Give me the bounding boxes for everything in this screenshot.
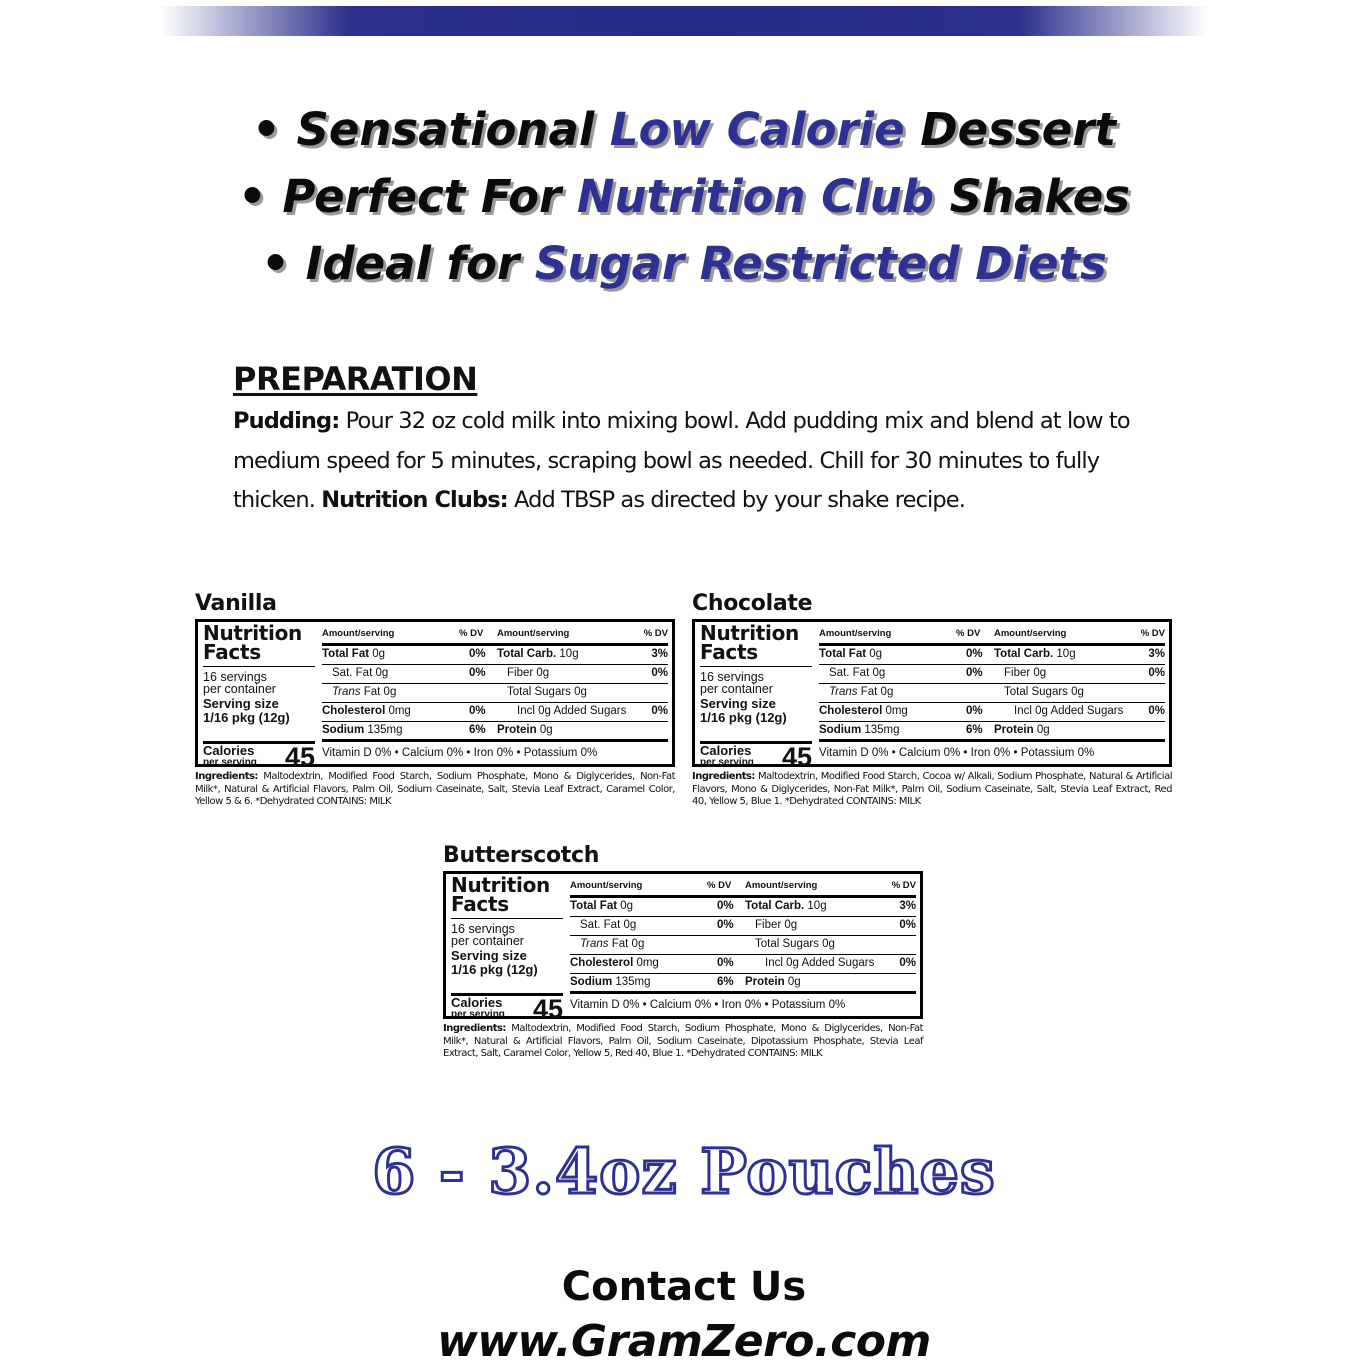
ingredients-list: Ingredients: Maltodextrin, Modified Food Starch, Sodium Phosphate, Mono & Diglycerides, Non-Fat Milk*, Natural & Artificial Flavors, Palm Oil, Sodium Caseinate, Salt, Stevia Leaf Extract, Caramel Color, Yellow 5 & 6. *Dehydrated CONTAINS: MILK	[195, 771, 675, 807]
table-row: Cholesterol 0mg 0% Incl 0g Added Sugars 0%	[570, 955, 916, 974]
ingredients-list: Ingredients: Maltodextrin, Modified Food Starch, Cocoa w/ Alkali, Sodium Phosphate, Natural & Artificial Flavors, Mono & Diglycerides, Non-Fat Milk*, Palm Oil, Sodium Caseinate, Salt, Stevia Leaf Extract, Red 40, Yellow 5, Blue 1. *Dehydrated CONTAINS: MILK	[692, 771, 1172, 807]
nf-nutrient-table	[322, 625, 668, 740]
vitamins-minerals-row: Vitamin D 0% • Calcium 0% • Iron 0% • Potassium 0%	[819, 739, 1165, 766]
table-row: Total Fat 0g 0% Total Carb. 10g 3%	[322, 646, 668, 665]
calories-value: 45	[284, 742, 315, 772]
table-row: Trans Fat 0g Total Sugars 0g	[322, 684, 668, 703]
nf-heading: Nutrition Facts	[451, 873, 550, 916]
nf-nutrient-table	[570, 877, 916, 992]
table-row: Sodium 135mg 6% Protein 0g	[322, 724, 553, 736]
bullet-line-2: • Perfect For Nutrition Club Shakes	[237, 170, 1131, 223]
table-row: Cholesterol 0mg 0% Incl 0g Added Sugars 0%	[819, 703, 1165, 722]
calories-block: Calories per serving 45	[451, 994, 563, 1024]
nf-nutrient-table	[819, 625, 1165, 740]
table-row: Sat. Fat 0g 0% Fiber 0g 0%	[570, 917, 916, 936]
table-row: Total Fat 0g 0% Total Carb. 10g 3%	[570, 898, 916, 917]
highlight-text: Nutrition Club	[576, 170, 934, 223]
serving-size: Serving size 1/16 pkg (12g)	[203, 696, 290, 725]
flavor-title: Vanilla	[195, 591, 277, 616]
ingredients-list: Ingredients: Maltodextrin, Modified Food Starch, Sodium Phosphate, Mono & Diglycerides, Non-Fat Milk*, Natural & Artificial Flavors, Palm Oil, Sodium Caseinate, Dipotassium Phosphate, Stevia Leaf Extract, Salt, Caramel Color, Yellow 5, Red 40, Blue 1. *Dehydrated CONTAINS: MILK	[443, 1023, 923, 1059]
table-row: Trans Fat 0g Total Sugars 0g	[819, 684, 1165, 703]
calories-block: Calories per serving 45	[203, 742, 315, 772]
nf-summary	[700, 621, 812, 772]
butterscotch-panel	[443, 843, 923, 1061]
bullet-line-1: • Sensational Low Calorie Dessert	[252, 103, 1116, 156]
table-header: Amount/serving % DV Amount/serving % DV	[819, 625, 1165, 646]
vanilla-panel	[195, 591, 675, 809]
calories-value: 45	[781, 742, 812, 772]
preparation-instructions: Pudding: Pour 32 oz cold milk into mixing bowl. Add pudding mix and blend at low to medium speed for 5 minutes, scraping bowl as needed. Chill for 30 minutes to fully thicken. Nutrition Clubs: Add TBSP as directed by your shake recipe.	[233, 408, 1130, 513]
vitamins-minerals-row: Vitamin D 0% • Calcium 0% • Iron 0% • Potassium 0%	[322, 739, 668, 766]
serving-size: Serving size 1/16 pkg (12g)	[700, 696, 787, 725]
vitamins-minerals-row: Vitamin D 0% • Calcium 0% • Iron 0% • Potassium 0%	[570, 991, 916, 1018]
nutrition-facts-label	[443, 871, 923, 1024]
nf-summary	[203, 621, 315, 772]
preparation-section	[233, 360, 1153, 521]
nutrition-facts-label	[692, 619, 1172, 772]
highlight-text: Sugar Restricted Diets	[534, 237, 1107, 290]
table-row: Cholesterol 0mg 0% Incl 0g Added Sugars 0%	[322, 703, 668, 722]
table-row: Total Fat 0g 0% Total Carb. 10g 3%	[819, 646, 1165, 665]
calories-block: Calories per serving 45	[700, 742, 812, 772]
table-row: Sodium 135mg 6% Protein 0g	[570, 976, 801, 988]
nf-heading: Nutrition Facts	[203, 621, 302, 664]
pouch-count-headline: 6 - 3.4oz Pouches	[372, 1135, 996, 1208]
servings-per-container: 16 servings per container	[451, 922, 524, 948]
table-row: Sat. Fat 0g 0% Fiber 0g 0%	[322, 665, 668, 684]
servings-per-container: 16 servings per container	[203, 670, 276, 696]
serving-size: Serving size 1/16 pkg (12g)	[451, 948, 538, 977]
table-row: Sodium 135mg 6% Protein 0g	[819, 724, 1050, 736]
benefit-bullets	[0, 96, 1368, 297]
table-header: Amount/serving % DV Amount/serving % DV	[570, 877, 916, 898]
nutrition-facts-label	[195, 619, 675, 772]
flavor-title: Butterscotch	[443, 843, 600, 868]
chocolate-panel	[692, 591, 1172, 809]
nf-heading: Nutrition Facts	[700, 621, 799, 664]
bullet-line-3: • Ideal for Sugar Restricted Diets	[261, 237, 1107, 290]
servings-per-container: 16 servings per container	[700, 670, 773, 696]
contact-heading: Contact Us	[561, 1264, 807, 1310]
flavor-title: Chocolate	[692, 591, 813, 616]
table-row: Sat. Fat 0g 0% Fiber 0g 0%	[819, 665, 1165, 684]
top-gradient-bar	[160, 6, 1208, 36]
table-header: Amount/serving % DV Amount/serving % DV	[322, 625, 668, 646]
website-link[interactable]: www.GramZero.com	[437, 1316, 931, 1367]
table-row: Trans Fat 0g Total Sugars 0g	[570, 936, 916, 955]
highlight-text: Low Calorie	[609, 103, 905, 156]
preparation-title: PREPARATION	[233, 360, 478, 398]
nf-summary	[451, 873, 563, 1024]
calories-value: 45	[532, 994, 563, 1024]
